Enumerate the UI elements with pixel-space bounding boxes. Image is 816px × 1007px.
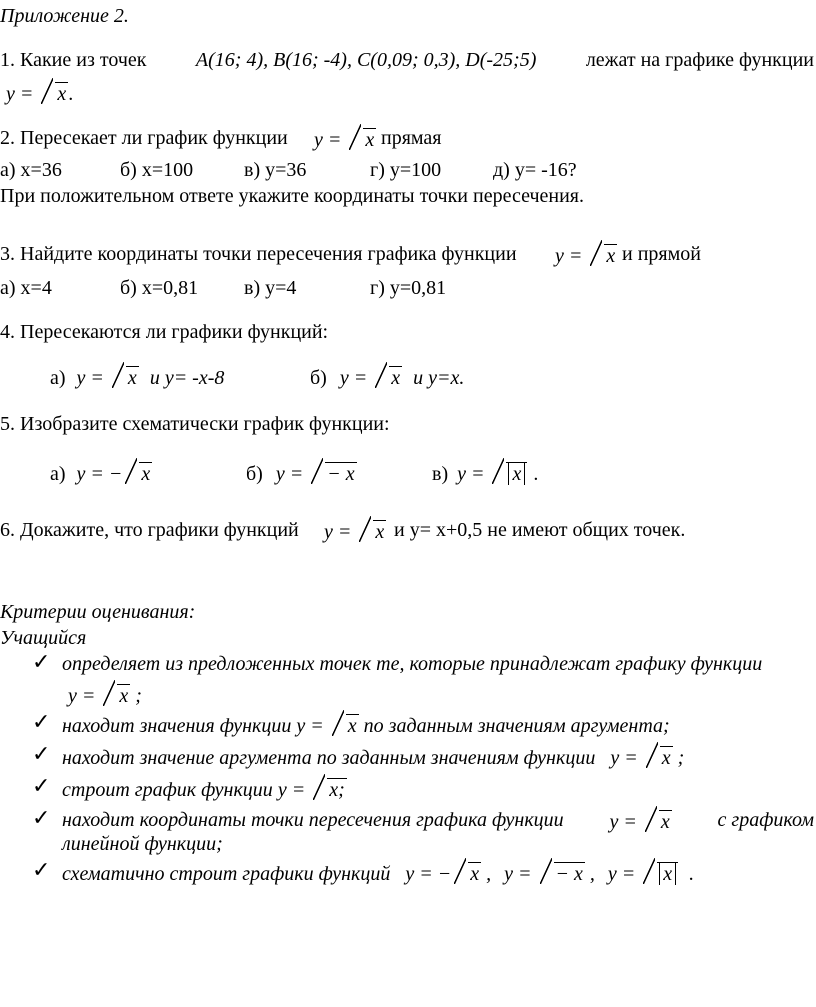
- check-icon: ✓: [32, 710, 51, 735]
- q6-text-b: и y= x+0,5 не имеют общих точек.: [394, 519, 686, 541]
- criteria-item-6: схематично строит графики функций y = − x , y = − x , y = x .: [62, 863, 695, 885]
- q5-a: а) y = − x: [50, 463, 151, 485]
- criteria-item-5-cont: линейной функции;: [62, 833, 223, 855]
- check-icon: ✓: [32, 742, 51, 767]
- criteria-item-4: строит график функции y = x;: [62, 779, 345, 801]
- criteria-item-1-formula: y = x ;: [68, 685, 142, 707]
- q1-text-a: 1. Какие из точек: [0, 49, 147, 71]
- check-icon: ✓: [32, 858, 51, 883]
- question-1: [0, 50, 814, 70]
- q4-text: 4. Пересекаются ли графики функций:: [0, 321, 329, 343]
- criteria-item-3: находит значение аргумента по заданным значениям функции y = x ;: [62, 747, 685, 769]
- q1-points: A(16; 4), B(16; -4), C(0,09; 0,3), D(-25;5): [195, 49, 537, 71]
- check-icon: ✓: [32, 774, 51, 799]
- criteria-subtitle: Учащийся: [0, 627, 87, 649]
- q3-option-d: г) y=0,81: [370, 277, 447, 299]
- q4-b: б) y = x и y=x.: [310, 367, 465, 389]
- q1-text-b: лежат на графике функции: [585, 49, 814, 71]
- q2-formula: y = x: [314, 129, 375, 151]
- q5-b: б) y = − x: [246, 463, 355, 485]
- q2-text-a: 2. Пересекает ли график функции: [0, 127, 288, 149]
- check-icon: ✓: [32, 650, 51, 675]
- q5-text: 5. Изобразите схематически график функции:: [0, 413, 390, 435]
- criteria-title: Критерии оценивания:: [0, 601, 196, 623]
- q3-text-b: и прямой: [622, 243, 701, 265]
- criteria-item-2: находит значения функции y = x по заданным значениям аргумента;: [62, 715, 670, 737]
- q3-option-b: б) x=0,81: [120, 277, 199, 299]
- criteria-item-1: определяет из предложенных точек те, которые принадлежат графику функции: [62, 653, 763, 675]
- q6-formula: y = x: [324, 521, 385, 543]
- q5-c: в) y = x .: [432, 463, 539, 485]
- q2-option-a: а) x=36: [0, 159, 62, 181]
- q3-option-c: в) y=4: [244, 277, 297, 299]
- q2-option-c: в) y=36: [244, 159, 307, 181]
- q2-option-e: д) y= -16?: [493, 159, 577, 181]
- q2-note: При положительном ответе укажите координаты точки пересечения.: [0, 185, 585, 207]
- q2-option-b: б) x=100: [120, 159, 194, 181]
- criteria-item-5: находит координаты точки пересечения графика функции y = x с графиком: [62, 809, 814, 833]
- q2-option-d: г) y=100: [370, 159, 442, 181]
- q3-formula: y = x: [555, 245, 616, 267]
- q4-a: а) y = x и y= -x-8: [50, 367, 225, 389]
- q2-text-b: прямая: [381, 127, 442, 149]
- q3-text-a: 3. Найдите координаты точки пересечения графика функции: [0, 243, 517, 265]
- q6-text-a: 6. Докажите, что графики функций: [0, 519, 299, 541]
- q3-option-a: а) x=4: [0, 277, 52, 299]
- appendix-title: Приложение 2.: [0, 5, 129, 27]
- check-icon: ✓: [32, 806, 51, 831]
- q1-formula: y = x .: [6, 83, 74, 105]
